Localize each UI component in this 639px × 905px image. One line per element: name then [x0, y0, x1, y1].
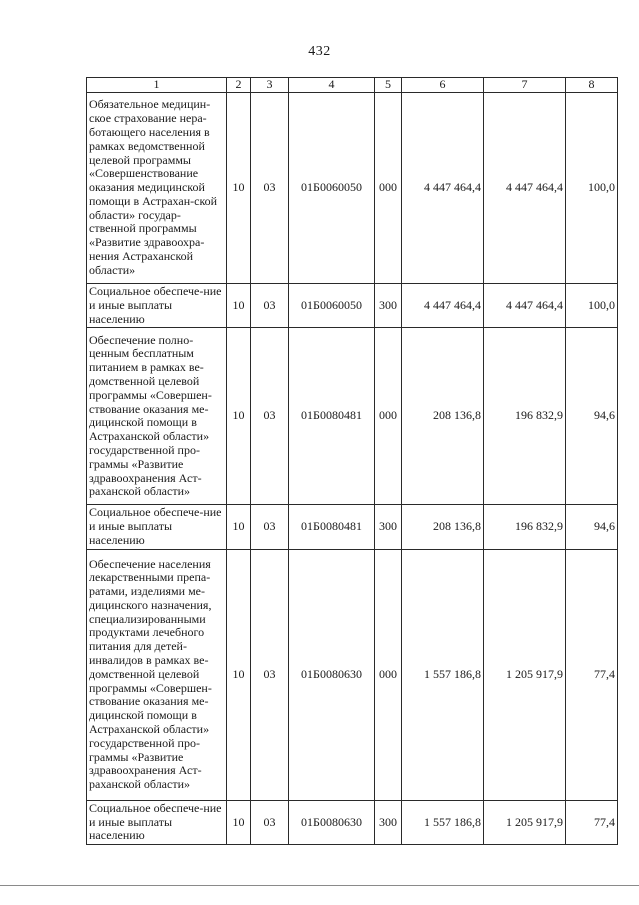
executed-amount-cell: 196 832,9 — [484, 328, 566, 505]
target-article-cell: 01Б0060050 — [289, 93, 375, 284]
expense-name-cell: Обеспечение полно-ценным бесплатным питанием в рамках ве-домственной целевой программы «Совершен-ствование оказания ме-дицинской помощи в Астраханской области» государственной про-граммы «Развитие здравоохранения Аст-раханской области» — [87, 328, 227, 505]
approved-amount-cell: 208 136,8 — [402, 328, 484, 505]
section-cell: 10 — [227, 284, 251, 328]
target-article-cell: 01Б0080630 — [289, 549, 375, 800]
column-header: 1 — [87, 78, 227, 93]
column-header: 7 — [484, 78, 566, 93]
percent-cell: 94,6 — [566, 328, 618, 505]
column-header: 4 — [289, 78, 375, 93]
expense-type-cell: 000 — [375, 328, 402, 505]
expense-type-cell: 300 — [375, 505, 402, 549]
percent-cell: 94,6 — [566, 505, 618, 549]
target-article-cell: 01Б0060050 — [289, 284, 375, 328]
approved-amount-cell: 1 557 186,8 — [402, 549, 484, 800]
approved-amount-cell: 208 136,8 — [402, 505, 484, 549]
executed-amount-cell: 1 205 917,9 — [484, 549, 566, 800]
executed-amount-cell: 1 205 917,9 — [484, 800, 566, 844]
subsection-cell: 03 — [251, 549, 289, 800]
budget-table — [86, 77, 618, 845]
expense-name-cell: Обязательное медицин-ское страхование нера-ботающего населения в рамках ведомственной целевой программы «Совершенствование оказания медицинской помощи в Астрахан-ской области» государ-ственной программы «Развитие здравоохра-нения Астраханской области» — [87, 93, 227, 284]
approved-amount-cell: 4 447 464,4 — [402, 284, 484, 328]
column-header: 3 — [251, 78, 289, 93]
target-article-cell: 01Б0080481 — [289, 328, 375, 505]
executed-amount-cell: 4 447 464,4 — [484, 93, 566, 284]
table-row — [87, 284, 618, 328]
table-row — [87, 549, 618, 800]
percent-cell: 100,0 — [566, 93, 618, 284]
expense-type-cell: 000 — [375, 93, 402, 284]
table-row — [87, 328, 618, 505]
expense-type-cell: 000 — [375, 549, 402, 800]
target-article-cell: 01Б0080630 — [289, 800, 375, 844]
expense-type-cell: 300 — [375, 284, 402, 328]
percent-cell: 77,4 — [566, 800, 618, 844]
page-number: 432 — [308, 44, 331, 59]
column-header: 6 — [402, 78, 484, 93]
table-row — [87, 800, 618, 844]
subsection-cell: 03 — [251, 93, 289, 284]
column-header: 8 — [566, 78, 618, 93]
percent-cell: 100,0 — [566, 284, 618, 328]
table-row — [87, 93, 618, 284]
target-article-cell: 01Б0080481 — [289, 505, 375, 549]
executed-amount-cell: 196 832,9 — [484, 505, 566, 549]
section-cell: 10 — [227, 505, 251, 549]
expense-name-cell: Социальное обеспече-ние и иные выплаты населению — [87, 800, 227, 844]
section-cell: 10 — [227, 800, 251, 844]
column-header: 5 — [375, 78, 402, 93]
expense-name-cell: Обеспечение населения лекарственными препа-ратами, изделиями ме-дицинского назначения, специализированными продуктами лечебного питания для детей-инвалидов в рамках ве-домственной целевой программы «Совершен-ствование оказания ме-дицинской помощи в Астраханской области» государственной про-граммы «Развитие здравоохранения Аст-раханской области» — [87, 549, 227, 800]
expense-name-cell: Социальное обеспече-ние и иные выплаты населению — [87, 284, 227, 328]
approved-amount-cell: 4 447 464,4 — [402, 93, 484, 284]
subsection-cell: 03 — [251, 284, 289, 328]
page-bottom-rule — [0, 885, 639, 886]
column-header: 2 — [227, 78, 251, 93]
table-row — [87, 505, 618, 549]
section-cell: 10 — [227, 93, 251, 284]
subsection-cell: 03 — [251, 505, 289, 549]
section-cell: 10 — [227, 328, 251, 505]
percent-cell: 77,4 — [566, 549, 618, 800]
approved-amount-cell: 1 557 186,8 — [402, 800, 484, 844]
column-number-row — [87, 78, 618, 93]
expense-type-cell: 300 — [375, 800, 402, 844]
section-cell: 10 — [227, 549, 251, 800]
subsection-cell: 03 — [251, 800, 289, 844]
executed-amount-cell: 4 447 464,4 — [484, 284, 566, 328]
subsection-cell: 03 — [251, 328, 289, 505]
expense-name-cell: Социальное обеспече-ние и иные выплаты населению — [87, 505, 227, 549]
